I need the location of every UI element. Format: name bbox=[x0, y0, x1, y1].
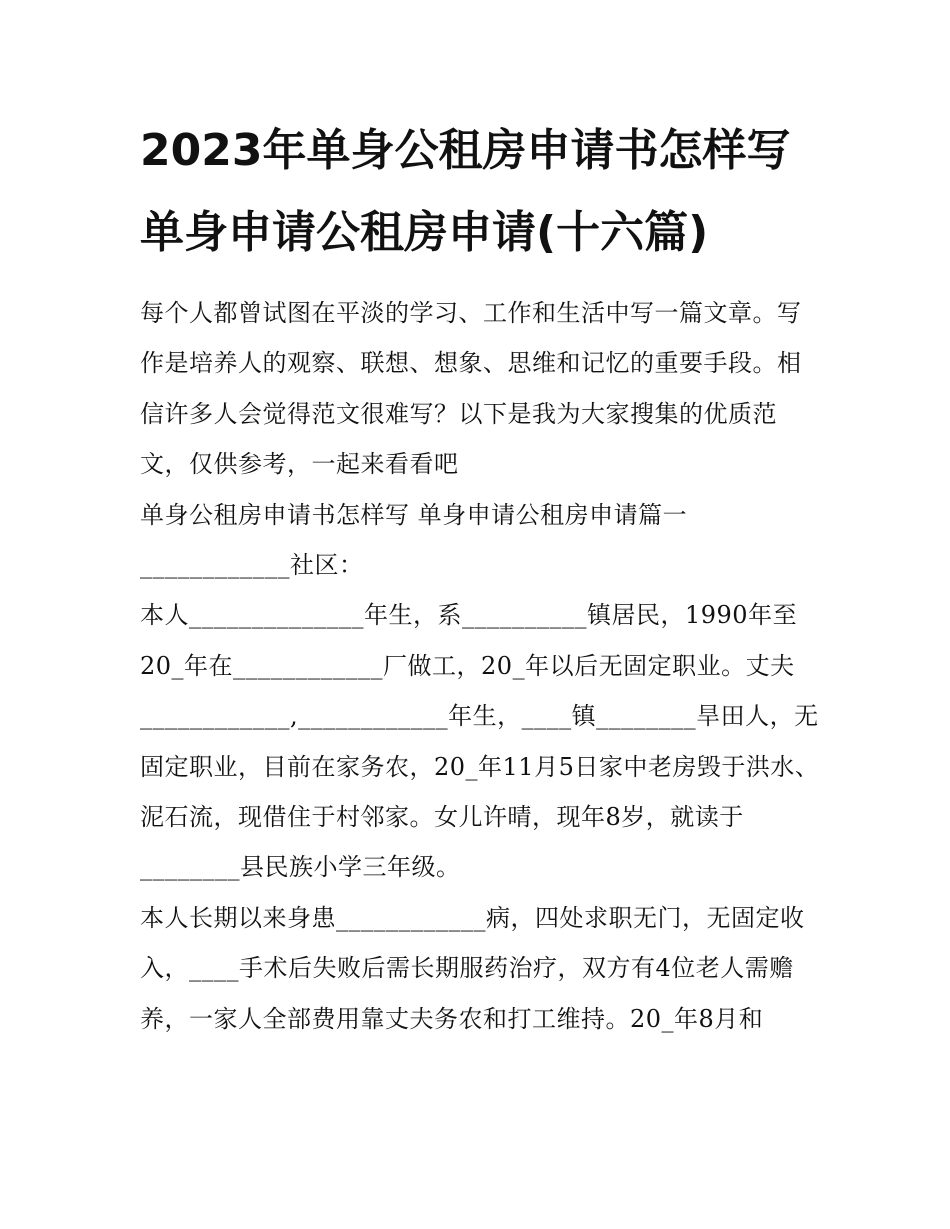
salutation: ____________社区： bbox=[140, 551, 364, 580]
intro-paragraph: 每个人都曾试图在平淡的学习、工作和生活中写一篇文章。写作是培养人的观察、联想、想象、思维和记忆的重要手段。相信许多人会觉得范文很难写？以下是我为大家搜集的优质范文，仅供参考，一起来看看吧 bbox=[140, 299, 802, 479]
section-heading: 单身公租房申请书怎样写 单身申请公租房申请篇一 bbox=[140, 500, 688, 529]
body-paragraph: 本人长期以来身患____________病，四处求职无门，无固定收入，____手术后失败后需长期服药治疗，双方有4位老人需赡养，一家人全部费用靠丈夫务农和打工维持。20_年8月和 bbox=[140, 903, 805, 1033]
body-paragraph: 本人______________年生，系__________镇居民，1990年至20_年在____________厂做工，20_年以后无固定职业。丈夫____________,____________年生，____镇________旱田人，无固定职业，目前在家务农，20_年11月5日家中老房毁于洪水、泥石流，现借住于村邻家。女儿许晴，现年8岁，就读于________县民族小学三年级。 bbox=[140, 601, 820, 882]
document-title: 2023年单身公租房申请书怎样写 单身申请公租房申请(十六篇) bbox=[140, 125, 791, 258]
document-page bbox=[140, 110, 820, 1044]
